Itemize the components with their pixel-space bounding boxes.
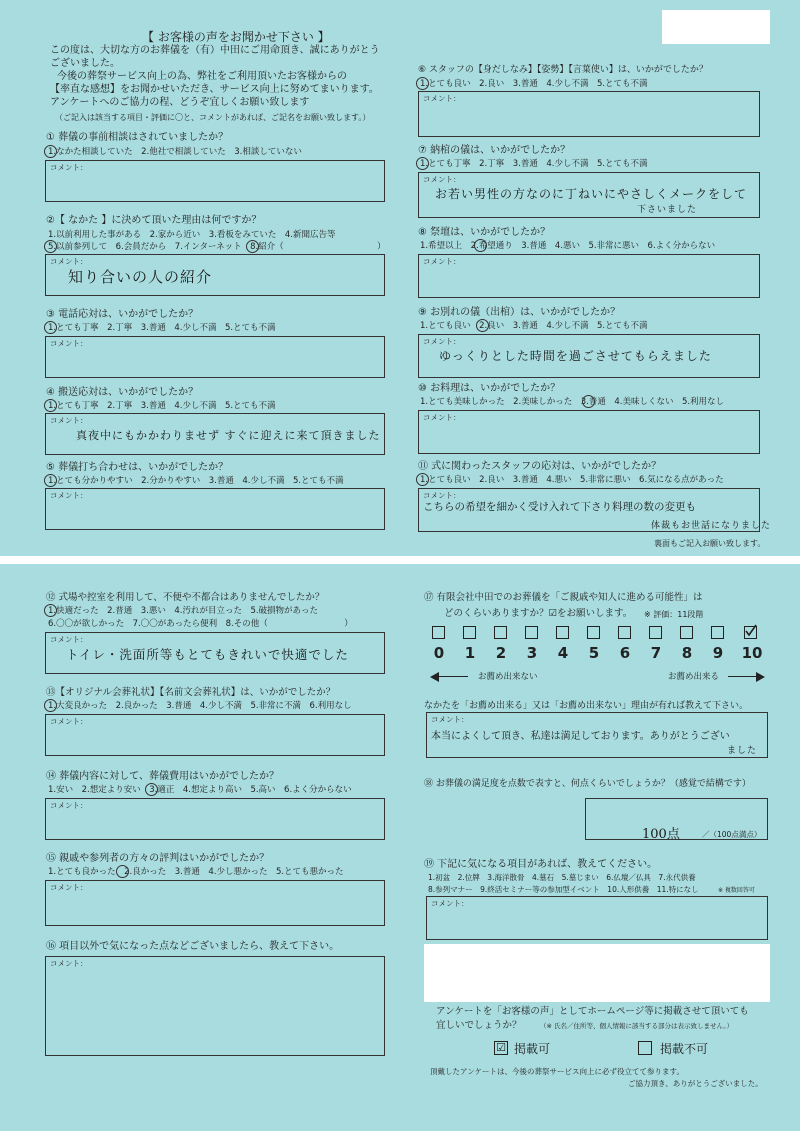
q11-options: 1.とても良い 2.良い 3.普通 4.悪い 5.非常に悪い 6.気になる点があった [420,475,724,485]
q16-title: ⑯ 項目以外で気になった点などございましたら、教えて下さい。 [46,941,340,952]
q6-comment-box[interactable] [418,91,760,137]
q12-options-1: 1.快適だった 2.普通 3.悪い 4.汚れが目立った 5.破損物があった [48,606,318,616]
answer-circle [476,319,489,332]
scale-checkbox-checked[interactable] [744,626,757,639]
recommend-caption: お薦め出来る [668,672,720,682]
q19-options-1: 1.初盆 2.位牌 3.海洋散骨 4.墓石 5.墓じまい 6.仏壇／仏具 7.永代供養 [428,873,696,882]
q7-handwritten-comment-2: 下さいました [637,205,698,215]
scale-number: 10 [741,644,763,662]
q12-options-2: 6.〇〇が欲しかった 7.〇〇があったら便利 8.その他（ ） [48,619,353,629]
redacted-area [662,10,770,44]
publish-question-2: 宜しいでしょうか？ [436,1020,522,1031]
scale-checkbox[interactable] [618,626,631,639]
q9-handwritten-comment: ゆっくりとした時間を過ごさせてもらえました [439,349,712,363]
arrow-line [728,676,756,677]
answer-circle [474,239,487,252]
q7-options: 1.とても丁寧 2.丁寧 3.普通 4.少し不満 5.とても不満 [420,159,648,169]
scale-number: 2 [495,644,507,662]
comment-label: コメント： [431,715,469,724]
comment-label: コメント： [423,413,461,422]
q15-comment-box[interactable] [45,880,385,926]
comment-label: コメント： [50,801,88,810]
scale-number: 1 [464,644,476,662]
scale-checkbox[interactable] [556,626,569,639]
scale-number: 4 [557,644,569,662]
q10-title: ⑩ お料理は、いかがでしたか？ [418,383,561,394]
publish-consent [428,1003,768,1063]
scale-checkbox[interactable] [680,626,693,639]
survey-title: 【 お客様の声をお聞かせ下さい 】 [142,30,330,44]
deny-label: 掲載不可 [660,1042,709,1056]
q2-handwritten-comment: 知り合いの人の紹介 [68,268,213,286]
q11-handwritten-comment-2: 体裁もお世話になりました [651,521,772,531]
comment-label: コメント： [423,491,461,500]
intro-line: アンケートへのご協力の程、どうぞ宜しくお願い致します [50,97,310,108]
comment-label: コメント： [431,899,469,908]
q3-comment-box[interactable] [45,336,385,378]
answer-circle [44,321,57,334]
q10-options: 1.とても美味しかった 2.美味しかった 3.普通 4.美味しくない 5.利用なし [420,397,725,407]
q17-scale-note: ※ 評価：11段階 [644,610,704,619]
q8-title: ⑧ 祭壇は、いかがでしたか？ [418,227,551,238]
q13-options: 1.大変良かった 2.良かった 3.普通 4.少し不満 5.非常に不満 6.利用なし [48,701,352,711]
answer-circle [416,157,429,170]
q9-title: ⑨ お別れの儀（出棺）は、いかがでしたか？ [418,307,621,318]
q7-handwritten-comment: お若い男性の方なのに丁ねいにやさしくメークをして [435,187,748,201]
q7-comment-box[interactable] [418,172,760,218]
scale-number: 8 [681,644,693,662]
q2-comment-box[interactable] [45,254,385,296]
answer-circle [416,473,429,486]
q8-options: 1.希望以上 2.希望通り 3.普通 4.悪い 5.非常に悪い 6.よく分からない [420,241,716,251]
deny-checkbox[interactable] [638,1041,652,1055]
q4-handwritten-comment: 真夜中にもかかわりませず すぐに迎えに来て頂きました [76,429,381,442]
footer-line-1: 頂戴したアンケートは、今後の葬祭サービス向上に必ず役立てて参ります。 [430,1067,684,1076]
q1-options: 1.なかた相談していた 2.他社で相談していた 3.相談していない [48,147,302,157]
q10-comment-box[interactable] [418,410,760,454]
scale-checkbox[interactable] [587,626,600,639]
comment-label: コメント： [423,257,461,266]
q1-title: ① 葬儀の事前相談はされていましたか？ [46,132,229,143]
q3-title: ③ 電話応対は、いかがでしたか？ [46,309,199,320]
answer-circle [582,395,595,408]
q11-handwritten-comment: こちらの希望を細かく受け入れて下さり料理の数の変更も [423,501,696,513]
intro-line: ございました。 [50,58,120,69]
q13-comment-box[interactable] [45,714,385,756]
q16-comment-box[interactable] [45,956,385,1056]
answer-circle [116,865,129,878]
comment-label: コメント： [423,175,461,184]
comment-label: コメント： [423,337,461,346]
answer-circle [44,240,57,253]
survey-sheet-front [0,0,800,556]
comment-label: コメント： [50,491,88,500]
q19-comment-box[interactable] [426,896,768,940]
q1-comment-box[interactable] [45,160,385,202]
answer-circle [145,783,158,796]
q12-handwritten-comment: トイレ・洗面所等もとてもきれいで快適でした [66,647,349,662]
comment-label: コメント： [50,339,88,348]
q7-title: ⑦ 納棺の儀は、いかがでしたか？ [418,145,571,156]
q2-title: ②【 なかた 】に決めて頂いた理由は何ですか？ [46,215,262,226]
scale-number: 5 [588,644,600,662]
footer-line-2: ご協力頂き、ありがとうございました。 [628,1079,763,1088]
arrow-line [438,676,468,677]
not-recommend-caption: お薦め出来ない [478,672,538,682]
answer-circle [44,474,57,487]
recommend-scale [428,626,768,686]
q14-title: ⑭ 葬儀内容に対して、葬儀費用はいかがでしたか？ [46,771,279,782]
scale-checkbox[interactable] [463,626,476,639]
q5-options: 1.とても分かりやすい 2.分かりやすい 3.普通 4.少し不満 5.とても不満 [48,476,344,486]
q19-title: ⑲ 下記に気になる項目があれば、教えてください。 [424,859,658,870]
scale-number: 0 [433,644,445,662]
scale-checkbox[interactable] [711,626,724,639]
publish-privacy-note: （※ 氏名／住所等、個人情報に該当する部分は表示致しません。） [540,1022,734,1030]
scale-number: 9 [712,644,724,662]
q4-options: 1.とても丁寧 2.丁寧 3.普通 4.少し不満 5.とても不満 [48,401,276,411]
scale-checkbox[interactable] [432,626,445,639]
q8-comment-box[interactable] [418,254,760,298]
instruction-text: （ご記入は該当する項目・評価に〇と、コメントがあれば、ご記名をお願い致します。） [55,113,371,122]
comment-label: コメント： [50,883,88,892]
comment-label: コメント： [50,257,88,266]
answer-circle [44,145,57,158]
q4-title: ④ 搬送応対は、いかがでしたか？ [46,387,199,398]
scale-number: 7 [650,644,662,662]
q17-subtitle: どのくらいありますか？☑をお願いします。 [444,608,633,619]
q14-options: 1.安い 2.想定より安い 3.適正 4.想定より高い 5.高い 6.よく分からない [48,785,352,795]
intro-line: この度は、大切な方のお葬儀を（有）中田にご用命頂き、誠にありがとう [50,45,380,56]
q17-handwritten-comment-2: ました [727,746,758,756]
comment-label: コメント： [50,959,88,968]
intro-line: 今後の葬祭サービス向上の為、弊社をご利用頂いたお客様からの [57,71,347,82]
q4-comment-box[interactable] [45,413,385,455]
q18-title: ⑱ お葬儀の満足度を点数で表すと、何点くらいでしょうか？（感覚で結構です） [424,779,751,789]
q15-title: ⑮ 親戚や参列者の方々の評判はいかがでしたか？ [46,853,270,864]
allow-label: 掲載可 [514,1042,551,1056]
q6-title: ⑥ スタッフの【身だしなみ】【姿勢】【言葉使い】は、いかがでしたか？ [418,65,708,75]
q11-title: ⑪ 式に関わったスタッフの応対は、いかがでしたか？ [418,461,662,472]
q15-options: 1.とても良かった 2.良かった 3.普通 4.少し悪かった 5.とても悪かった [48,867,344,877]
publish-question-1: アンケートを「お客様の声」としてホームページ等に掲載させて頂いても [436,1006,749,1017]
sheet-gap [0,556,800,564]
arrow-left-icon [430,672,439,682]
q18-score-unit: ／（100点満点） [702,830,762,839]
q3-options: 1.とても丁寧 2.丁寧 3.普通 4.少し不満 5.とても不満 [48,323,276,333]
q12-title: ⑫ 式場や控室を利用して、不便や不都合はありませんでしたか？ [46,592,325,603]
answer-circle [246,240,259,253]
scale-number: 6 [619,644,631,662]
q12-comment-box[interactable] [45,632,385,674]
q19-options-note: ※ 複数回答可 [718,887,755,894]
q2-options-1: 1.以前利用した事がある 2.家から近い 3.看板をみていた 4.新聞広告等 [48,230,336,240]
comment-label: コメント： [50,717,88,726]
q17-handwritten-comment: 本当によくして頂き、私達は満足しております。ありがとうござい [431,731,730,742]
scale-checkbox[interactable] [525,626,538,639]
q6-options: 1.とても良い 2.良い 3.普通 4.少し不満 5.とても不満 [420,79,648,89]
q5-title: ⑤ 葬儀打ち合わせは、いかがでしたか？ [46,462,229,473]
comment-label: コメント： [423,94,461,103]
redacted-area [424,944,770,1002]
answer-circle [44,699,57,712]
answer-circle [416,77,429,90]
q17-comment-box[interactable] [426,712,768,758]
check-mark-icon [744,624,757,637]
q9-options: 1.とても良い 2.良い 3.普通 4.少し不満 5.とても不満 [420,321,648,331]
q11-comment-box[interactable] [418,488,772,532]
q18-score: 100点 [642,827,680,842]
answer-circle [44,399,57,412]
scale-number: 3 [526,644,538,662]
scale-checkbox[interactable] [649,626,662,639]
allow-checkbox[interactable]: ☑ [494,1041,508,1055]
scale-checkbox[interactable] [494,626,507,639]
q5-comment-box[interactable] [45,488,385,530]
comment-label: コメント： [50,416,88,425]
intro-line: 【率直な感想】をお聞かせいただき、サービス向上に努めてまいります。 [50,84,379,95]
answer-circle [44,604,57,617]
q18-score-box[interactable] [585,798,768,840]
comment-label: コメント： [50,163,88,172]
q13-title: ⑬【オリジナル会葬礼状】【名前文会葬礼状】は、いかがでしたか？ [46,687,336,698]
comment-label: コメント： [50,635,88,644]
back-side-note: 裏面もご記入お願い致します。 [654,539,766,548]
q2-options-2: 5.以前参列して 6.会員だから 7.インターネット 8.紹介（ ） [48,242,386,252]
q14-comment-box[interactable] [45,798,385,840]
q17-reason-label: なかたを「お薦め出来る」又は「お薦め出来ない」理由が有れば教えて下さい。 [424,701,749,711]
arrow-right-icon [756,672,765,682]
q9-comment-box[interactable] [418,334,760,378]
q19-options-2: 8.参列マナー 9.終活セミナー等の参加型イベント 10.人形供養 11.特になし [428,885,699,894]
q17-title: ⑰ 有限会社中田でのお葬儀を「ご親戚や知人に進める可能性」は [424,592,703,603]
